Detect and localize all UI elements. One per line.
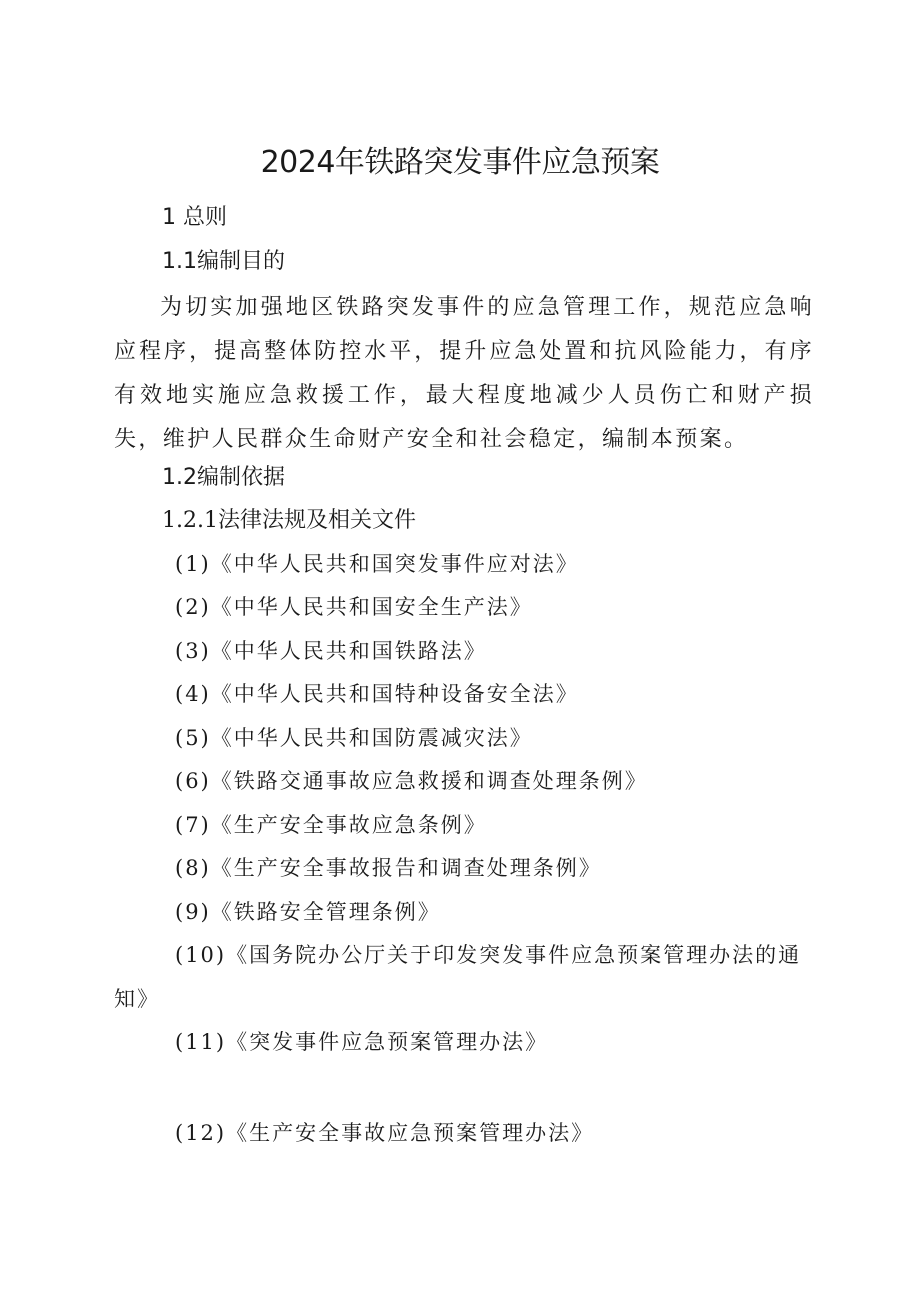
law-item: (6)《铁路交通事故应急救援和调查处理条例》 xyxy=(175,769,648,793)
law-item: (4)《中华人民共和国特种设备安全法》 xyxy=(175,682,579,706)
law-item: (3)《中华人民共和国铁路法》 xyxy=(175,639,487,663)
law-item-continuation: 知》 xyxy=(114,987,160,1011)
law-item: (2)《中华人民共和国安全生产法》 xyxy=(175,595,533,619)
section-heading-general: 1 总则 xyxy=(162,205,227,230)
document-title: 2024年铁路突发事件应急预案 xyxy=(260,145,660,180)
law-item: (9)《铁路安全管理条例》 xyxy=(175,900,441,924)
section-heading-purpose: 1.1编制目的 xyxy=(162,249,285,274)
law-item: (10)《国务院办公厅关于印发突发事件应急预案管理办法的通 xyxy=(175,943,802,967)
law-item: (11)《突发事件应急预案管理办法》 xyxy=(175,1030,549,1054)
purpose-paragraph: 为切实加强地区铁路突发事件的应急管理工作，规范应急响应程序，提高整体防控水平，提升应急处置和抗风险能力，有序有效地实施应急救援工作，最大程度地减少人员伤亡和财产损失，维护人民群众生命财产安全和社会稳定，编制本预案。 xyxy=(114,295,814,452)
law-item: (8)《生产安全事故报告和调查处理条例》 xyxy=(175,856,602,880)
law-item: (5)《中华人民共和国防震减灾法》 xyxy=(175,726,533,750)
law-item: (1)《中华人民共和国突发事件应对法》 xyxy=(175,552,579,576)
section-heading-basis: 1.2编制依据 xyxy=(162,465,285,490)
subsection-heading-laws: 1.2.1法律法规及相关文件 xyxy=(162,508,416,533)
law-item: (7)《生产安全事故应急条例》 xyxy=(175,813,487,837)
law-item: (12)《生产安全事故应急预案管理办法》 xyxy=(175,1121,595,1145)
